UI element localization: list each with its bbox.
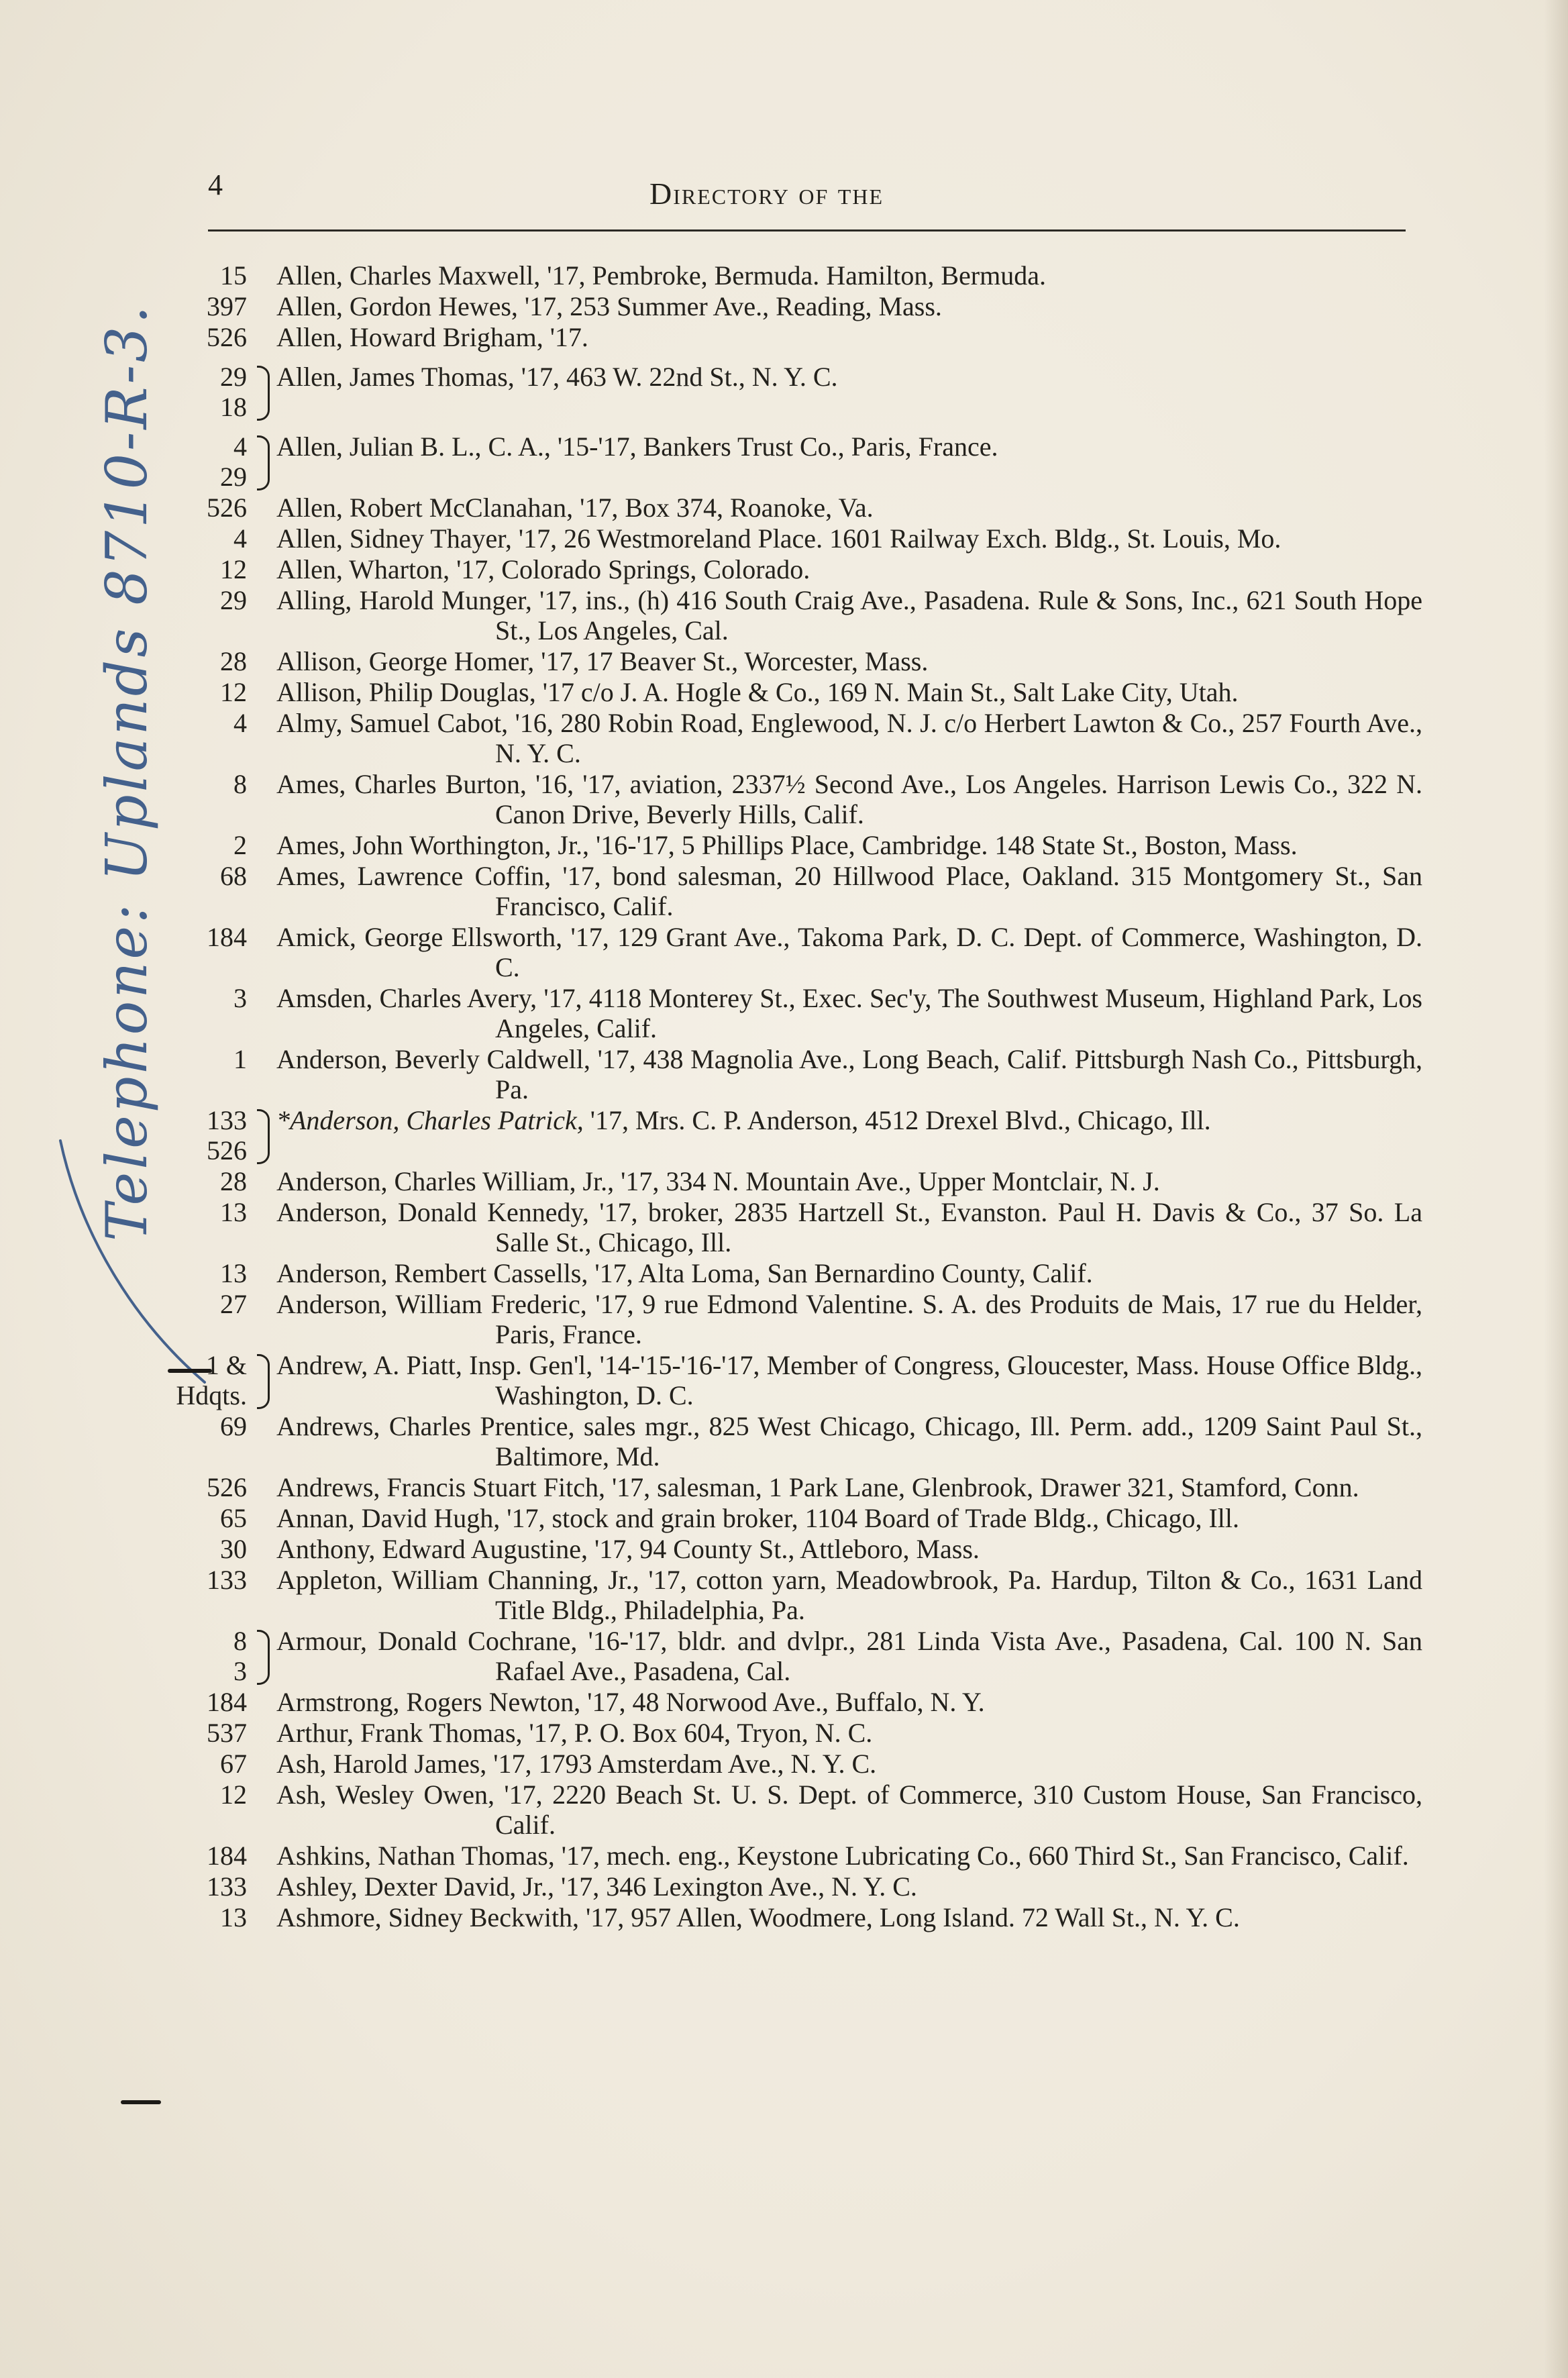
section-number: 397 [207,291,247,321]
entry-details: Alling, Harold Munger, '17, ins., (h) 416 South Craig Ave., Pasadena. Rule & Sons, Inc., 621 South Hope St., Los Angeles, Cal. [276,585,1422,645]
entry-text [276,1197,1422,1257]
entry-text [276,1044,1422,1104]
entry-text [276,1105,1422,1135]
entry-details: Ashmore, Sidney Beckwith, '17, 957 Allen, Woodmere, Long Island. 72 Wall St., N. Y. C. [276,1902,1240,1932]
section-number: 30 [220,1534,247,1564]
directory-entry [161,1411,1422,1471]
section-number: 12 [220,677,247,707]
entry-text [276,1718,1422,1748]
directory-entry [161,1534,1422,1564]
section-number: 69 [220,1411,247,1441]
section-number: 8 [233,769,247,799]
entry-text [276,646,1422,676]
entry-text [276,1902,1422,1932]
entry-details: Allison, Philip Douglas, '17 c/o J. A. Hogle & Co., 169 N. Main St., Salt Lake City, Utah. [276,677,1239,707]
section-number: 28 [220,646,247,676]
entry-details: Armour, Donald Cochrane, '16-'17, bldr. and dvlpr., 281 Linda Vista Ave., Pasadena, Cal. 100 N. San Rafael Ave., Pasadena, Cal. [276,1626,1422,1686]
section-number: 184 [207,1841,247,1871]
entry-details: Andrews, Francis Stuart Fitch, '17, salesman, 1 Park Lane, Glenbrook, Drawer 321, Stamford, Conn. [276,1472,1359,1502]
grouping-brace [250,1350,276,1409]
directory-entry [161,291,1422,321]
section-number: 4 [233,708,247,738]
entry-text [276,1626,1422,1686]
entry-details: Amsden, Charles Avery, '17, 4118 Monterey St., Exec. Sec'y, The Southwest Museum, Highland Park, Los Angeles, Calif. [276,983,1422,1043]
directory-entries [161,260,1422,1933]
entry-details: Allen, Gordon Hewes, '17, 253 Summer Ave., Reading, Mass. [276,291,942,321]
directory-entry [161,1749,1422,1779]
directory-entry [161,1044,1422,1104]
directory-entry [161,1687,1422,1717]
entry-details: Allen, Robert McClanahan, '17, Box 374, Roanoke, Va. [276,493,874,523]
section-number: 133 526 [207,1105,247,1166]
directory-entry [161,1350,1422,1410]
section-number: 526 [207,1472,247,1502]
entry-text [276,362,1422,392]
directory-entry [161,1779,1422,1840]
section-number: 15 [220,260,247,291]
directory-entry [161,861,1422,921]
directory-entry [161,1565,1422,1625]
entry-details: Anderson, Beverly Caldwell, '17, 438 Magnolia Ave., Long Beach, Calif. Pittsburgh Nash Co., Pittsburgh, Pa. [276,1044,1422,1104]
entry-text [276,291,1422,321]
section-number: 28 [220,1166,247,1196]
entry-details: Ames, Charles Burton, '16, '17, aviation, 2337½ Second Ave., Los Angeles. Harrison Lewis Co., 322 N. Canon Drive, Beverly Hills, Calif. [276,769,1422,829]
entry-details: Arthur, Frank Thomas, '17, P. O. Box 604, Tryon, N. C. [276,1718,873,1748]
directory-entry [161,1841,1422,1871]
section-number: 133 [207,1565,247,1595]
directory-entry [161,830,1422,860]
entry-details: Amick, George Ellsworth, '17, 129 Grant Ave., Takoma Park, D. C. Dept. of Commerce, Washington, D. C. [276,922,1422,982]
entry-details: Almy, Samuel Cabot, '16, 280 Robin Road, Englewood, N. J. c/o Herbert Lawton & Co., 257 Fourth Ave., N. Y. C. [276,708,1422,768]
directory-entry [161,646,1422,676]
section-number: 537 [207,1718,247,1748]
section-number: 68 [220,861,247,891]
section-number: 526 [207,493,247,523]
directory-entry [161,922,1422,982]
entry-details: Anthony, Edward Augustine, '17, 94 County St., Attleboro, Mass. [276,1534,980,1564]
entry-details: Annan, David Hugh, '17, stock and grain broker, 1104 Board of Trade Bldg., Chicago, Ill. [276,1503,1240,1533]
section-number: 2 [233,830,247,860]
entry-text [276,1289,1422,1349]
section-number: 4 29 [220,431,247,492]
entry-text [276,922,1422,982]
entry-details: Allen, Sidney Thayer, '17, 26 Westmoreland Place. 1601 Railway Exch. Bldg., St. Louis, Mo. [276,523,1282,554]
section-number: 13 [220,1197,247,1227]
deceased-member-name: *Anderson, Charles Patrick, [276,1105,584,1135]
entry-details: Anderson, Charles William, Jr., '17, 334 N. Mountain Ave., Upper Montclair, N. J. [276,1166,1160,1196]
directory-entry [161,1718,1422,1748]
grouping-brace [250,1105,276,1164]
entry-text [276,1749,1422,1779]
section-number: 12 [220,554,247,584]
entry-details: Ames, John Worthington, Jr., '16-'17, 5 Phillips Place, Cambridge. 148 State St., Boston, Mass. [276,830,1298,860]
entry-text [276,861,1422,921]
section-number: 1 & Hdqts. [176,1350,247,1410]
section-number: 8 3 [233,1626,247,1686]
directory-entry [161,677,1422,707]
entry-details: Allen, Charles Maxwell, '17, Pembroke, Bermuda. Hamilton, Bermuda. [276,260,1046,291]
directory-entry [161,585,1422,645]
ink-dash-mark-2 [121,2100,161,2104]
section-number: 1 [233,1044,247,1074]
page-number: 4 [208,168,223,201]
page-edge-shadow [1544,0,1568,2378]
entry-details: Allison, George Homer, '17, 17 Beaver St., Worcester, Mass. [276,646,929,676]
directory-entry [161,362,1422,422]
entry-text [276,1841,1422,1871]
entry-text [276,1411,1422,1471]
grouping-brace [250,431,276,490]
entry-text [276,677,1422,707]
entry-text [276,1779,1422,1840]
entry-details: Allen, Julian B. L., C. A., '15-'17, Bankers Trust Co., Paris, France. [276,431,998,462]
entry-details: Allen, Howard Brigham, '17. [276,322,588,352]
entry-text [276,1871,1422,1902]
directory-entry [161,322,1422,352]
section-number: 184 [207,922,247,952]
section-number: 29 18 [220,362,247,422]
directory-entry [161,1197,1422,1257]
grouping-brace [250,1626,276,1685]
section-number: 13 [220,1902,247,1932]
directory-entry [161,1503,1422,1533]
section-number: 65 [220,1503,247,1533]
entry-text [276,431,1422,462]
section-number: 133 [207,1871,247,1902]
directory-entry [161,554,1422,584]
entry-details: Ashley, Dexter David, Jr., '17, 346 Lexington Ave., N. Y. C. [276,1871,917,1902]
directory-entry [161,1871,1422,1902]
directory-entry [161,1472,1422,1502]
directory-entry [161,260,1422,291]
annotation-text: Telephone: Uplands 8710-R-3. [94,303,160,1241]
section-number: 67 [220,1749,247,1779]
directory-entry [161,1258,1422,1288]
entry-text [276,769,1422,829]
entry-text [276,1258,1422,1288]
entry-text [276,708,1422,768]
entry-text [276,493,1422,523]
section-number: 27 [220,1289,247,1319]
entry-details: Anderson, Donald Kennedy, '17, broker, 2835 Hartzell St., Evanston. Paul H. Davis & Co., 37 So. La Salle St., Chicago, Ill. [276,1197,1422,1257]
section-number: 29 [220,585,247,615]
directory-entry [161,708,1422,768]
directory-entry [161,523,1422,554]
directory-entry [161,431,1422,492]
directory-entry [161,769,1422,829]
entry-details: Anderson, William Frederic, '17, 9 rue Edmond Valentine. S. A. des Produits de Mais, 17 rue du Helder, Paris, France. [276,1289,1422,1349]
entry-text [276,260,1422,291]
entry-details: Andrew, A. Piatt, Insp. Gen'l, '14-'15-'16-'17, Member of Congress, Gloucester, Mass. House Office Bldg., Washington, D. C. [276,1350,1422,1410]
entry-details: Andrews, Charles Prentice, sales mgr., 825 West Chicago, Chicago, Ill. Perm. add., 1209 Saint Paul St., Baltimore, Md. [276,1411,1422,1471]
entry-text [276,554,1422,584]
entry-details: Anderson, Rembert Cassells, '17, Alta Loma, San Bernardino County, Calif. [276,1258,1093,1288]
entry-text [276,1166,1422,1196]
entry-details: Allen, Wharton, '17, Colorado Springs, Colorado. [276,554,811,584]
entry-details: Ash, Harold James, '17, 1793 Amsterdam Ave., N. Y. C. [276,1749,877,1779]
entry-text [276,1503,1422,1533]
entry-text [276,1472,1422,1502]
entry-text [276,322,1422,352]
page-header [208,168,1406,231]
entry-text [276,585,1422,645]
directory-entry [161,1902,1422,1932]
entry-details: Appleton, William Channing, Jr., '17, cotton yarn, Meadowbrook, Pa. Hardup, Tilton & Co., 1631 Land Title Bldg., Philadelphia, Pa. [276,1565,1422,1625]
section-number: 4 [233,523,247,554]
entry-text [276,830,1422,860]
directory-entry [161,1105,1422,1166]
entry-details: Allen, James Thomas, '17, 463 W. 22nd St., N. Y. C. [276,362,838,392]
section-number: 12 [220,1779,247,1810]
entry-details: Ashkins, Nathan Thomas, '17, mech. eng., Keystone Lubricating Co., 660 Third St., San Francisco, Calif. [276,1841,1409,1871]
running-head: Directory of the [649,176,884,211]
entry-details: Armstrong, Rogers Newton, '17, 48 Norwood Ave., Buffalo, N. Y. [276,1687,985,1717]
directory-entry [161,1289,1422,1349]
entry-text [276,1534,1422,1564]
entry-text [276,1687,1422,1717]
directory-entry [161,493,1422,523]
directory-entry [161,1166,1422,1196]
section-number: 13 [220,1258,247,1288]
entry-details: Ash, Wesley Owen, '17, 2220 Beach St. U. S. Dept. of Commerce, 310 Custom House, San Francisco, Calif. [276,1779,1422,1840]
section-number: 526 [207,322,247,352]
directory-entry [161,983,1422,1043]
entry-text [276,1565,1422,1625]
entry-text [276,523,1422,554]
directory-entry [161,1626,1422,1686]
entry-text [276,1350,1422,1410]
entry-details: '17, Mrs. C. P. Anderson, 4512 Drexel Blvd., Chicago, Ill. [583,1105,1211,1135]
entry-details: Ames, Lawrence Coffin, '17, bond salesman, 20 Hillwood Place, Oakland. 315 Montgomery St., San Francisco, Calif. [276,861,1422,921]
section-number: 184 [207,1687,247,1717]
grouping-brace [250,362,276,421]
section-number: 3 [233,983,247,1013]
entry-text [276,983,1422,1043]
